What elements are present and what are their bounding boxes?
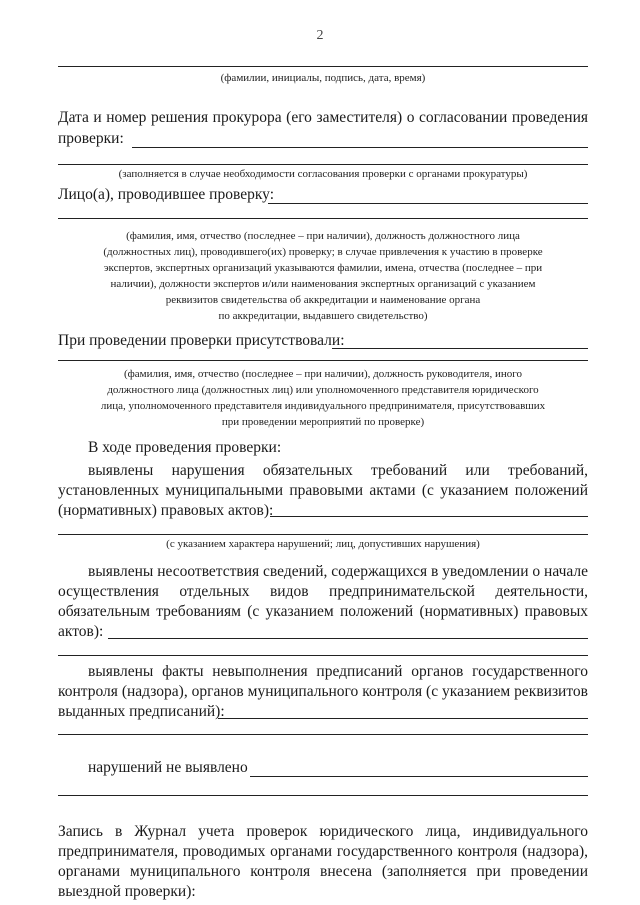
inconsistencies-field[interactable] bbox=[108, 638, 588, 639]
inspector-field[interactable] bbox=[268, 203, 588, 204]
nonfulfilment-field-2[interactable] bbox=[58, 734, 588, 735]
prosecutor-decision-caption: (заполняется в случае необходимости согласования проверки с органами прокуратуры) bbox=[118, 168, 528, 180]
present-caption bbox=[58, 366, 588, 430]
inspector-caption-line: по аккредитации, выдавшего свидетельство) bbox=[218, 310, 428, 322]
present-label: При проведении проверки присутствовали: bbox=[58, 332, 345, 349]
violations-line: выявлены нарушения обязательных требований или требований, bbox=[88, 462, 588, 479]
journal-line: Запись в Журнал учета проверок юридического лица, индивидуального bbox=[58, 823, 588, 840]
journal-line: выездной проверки): bbox=[58, 883, 196, 900]
inspector-caption bbox=[58, 228, 588, 324]
signature-caption: (фамилии, инициалы, подпись, дата, время) bbox=[220, 72, 426, 84]
violations-caption: (с указанием характера нарушений; лиц, допустивших нарушения) bbox=[166, 538, 480, 550]
inconsistencies-line: выявлены несоответствия сведений, содержащихся в уведомлении о начале bbox=[88, 563, 588, 580]
nonfulfilment-line: выявлены факты невыполнения предписаний органов государственного bbox=[88, 663, 588, 680]
during-inspection-heading: В ходе проведения проверки: bbox=[88, 439, 282, 456]
inconsistencies-line: осуществления отдельных видов предпринимательской деятельности, bbox=[58, 583, 588, 600]
no-violations-label: нарушений не выявлено bbox=[88, 759, 248, 776]
inspector-caption-line: (фамилия, имя, отчество (последнее – при наличии), должность должностного лица bbox=[126, 230, 520, 242]
no-violations-field-2[interactable] bbox=[58, 795, 588, 796]
inspector-caption-line: экспертов, экспертных организаций указываются фамилии, имена, отчества (последнее – при bbox=[103, 262, 543, 274]
no-violations-field[interactable] bbox=[250, 776, 588, 777]
prosecutor-decision-field[interactable] bbox=[132, 147, 588, 148]
inspector-caption-line: (должностных лиц), проводившего(их) проверку; в случае привлечения к участию в проверке bbox=[103, 246, 543, 258]
inconsistencies-field-2[interactable] bbox=[58, 655, 588, 656]
present-field[interactable] bbox=[332, 348, 588, 349]
journal-line: предпринимателя, проводимых органами государственного контроля (надзора), bbox=[58, 843, 588, 860]
violations-field-2[interactable] bbox=[58, 534, 588, 535]
present-caption-line: лица, уполномоченного представителя индивидуального предпринимателя, присутствовавших bbox=[100, 400, 546, 412]
inspector-field-2[interactable] bbox=[58, 218, 588, 219]
present-field-2[interactable] bbox=[58, 360, 588, 361]
present-caption-line: должностного лица (должностных лиц) или уполномоченного представителя юридического bbox=[107, 384, 539, 396]
nonfulfilment-line: выданных предписаний): bbox=[58, 703, 225, 720]
violations-field[interactable] bbox=[270, 516, 588, 517]
present-caption-line: (фамилия, имя, отчество (последнее – при наличии), должность руководителя, иного bbox=[123, 368, 523, 380]
inspector-label: Лицо(а), проводившее проверку: bbox=[58, 186, 275, 203]
nonfulfilment-line: контроля (надзора), органов муниципального контроля (с указанием реквизитов bbox=[58, 683, 588, 700]
present-caption-line: при проведении мероприятий по проверке) bbox=[221, 416, 425, 428]
inconsistencies-line: актов): bbox=[58, 623, 104, 640]
prosecutor-decision-label-cont: проверки: bbox=[58, 130, 124, 147]
signature-line bbox=[58, 66, 588, 67]
violations-line: (нормативных) правовых актов): bbox=[58, 502, 274, 519]
inconsistencies-line: обязательным требованиям (с указанием положений (нормативных) правовых bbox=[58, 603, 588, 620]
prosecutor-decision-field-2[interactable] bbox=[58, 164, 588, 165]
journal-paragraph bbox=[58, 822, 588, 902]
nonfulfilment-field[interactable] bbox=[218, 718, 588, 719]
violations-paragraph bbox=[58, 461, 588, 521]
page-number: 2 bbox=[316, 28, 324, 43]
journal-line: органами муниципального контроля внесена (заполняется при проведении bbox=[58, 863, 588, 880]
inspector-caption-line: реквизитов свидетельства об аккредитации и наименование органа bbox=[165, 294, 481, 306]
violations-line: установленных муниципальными правовыми актами (с указанием положений bbox=[58, 482, 588, 499]
prosecutor-decision-label: Дата и номер решения прокурора (его заместителя) о согласовании проведения bbox=[58, 109, 588, 126]
inconsistencies-paragraph bbox=[58, 562, 588, 642]
inspector-caption-line: наличии), должности экспертов и/или наименования экспертных организаций с указанием bbox=[110, 278, 536, 290]
nonfulfilment-paragraph bbox=[58, 662, 588, 722]
